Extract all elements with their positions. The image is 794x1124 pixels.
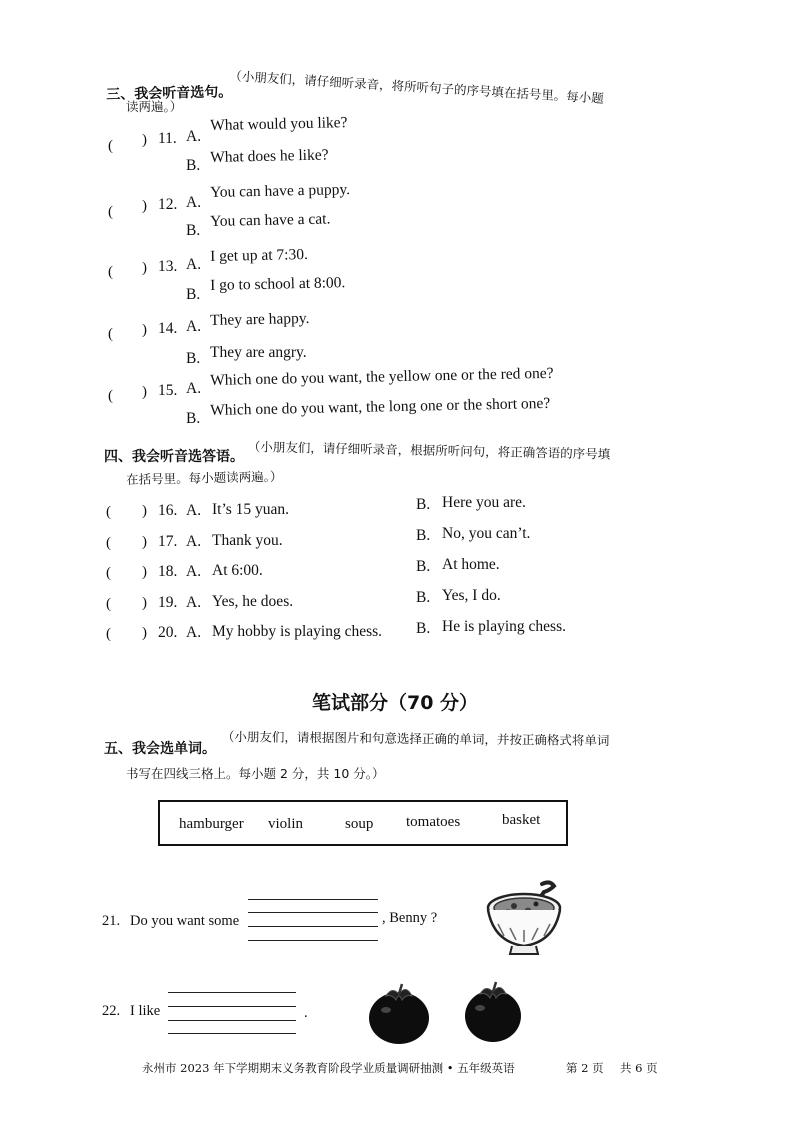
option-a-text: They are happy. [210, 309, 310, 329]
option-a-label: A. [186, 194, 202, 211]
option-b-label: B. [416, 496, 431, 513]
option-a-label: A. [186, 594, 202, 611]
answer-bracket-open: ( [106, 596, 111, 612]
word-bank-item: soup [345, 816, 374, 832]
word-bank-item: violin [268, 816, 304, 832]
option-a-text: What would you like? [210, 114, 348, 134]
answer-bracket-close: ) [142, 534, 147, 550]
answer-bracket-open: ( [106, 535, 111, 551]
option-a-label: A. [186, 380, 202, 397]
word-bank-item: basket [502, 812, 541, 828]
question-number: 11. [158, 130, 177, 147]
sentence-start: Do you want some [130, 913, 240, 929]
answer-bracket-close: ) [142, 625, 147, 641]
option-b-text: He is playing chess. [442, 618, 566, 635]
answer-bracket-close: ) [142, 322, 147, 338]
option-a-text: I get up at 7:30. [210, 245, 309, 265]
question-number: 12. [158, 196, 178, 213]
option-b-label: B. [416, 527, 431, 544]
option-b-label: B. [186, 286, 201, 303]
footer-total-pages: 共 6 页 [620, 1061, 658, 1075]
question-number: 21. [102, 913, 121, 929]
answer-bracket-close: ) [142, 384, 147, 400]
written-part-title: 笔试部分（70 分） [312, 692, 479, 714]
section3-title: 三、我会听音选句。 [106, 84, 233, 103]
question-number: 16. [158, 502, 178, 519]
option-b-text: You can have a cat. [210, 210, 331, 230]
option-b-label: B. [416, 589, 431, 606]
option-b-label: B. [416, 558, 431, 575]
question-number: 14. [158, 320, 178, 337]
word-bank-box [158, 800, 568, 846]
answer-bracket-close: ) [142, 595, 147, 611]
option-a-text: At 6:00. [212, 562, 263, 579]
section3-instructions: （小朋友们，请仔细听录音，将所听句子的序号填在括号里。每小题 [228, 67, 605, 106]
section5-instructions-cont: 书写在四线三格上。每小题 2 分，共 10 分。） [126, 766, 385, 781]
answer-bracket-open: ( [106, 626, 111, 642]
option-a-label: A. [186, 256, 202, 273]
option-b-text: They are angry. [210, 344, 307, 361]
answer-bracket-open: ( [108, 264, 113, 280]
option-b-text: I go to school at 8:00. [210, 274, 346, 294]
section4-instructions-cont: 在括号里。每小题读两遍。） [126, 468, 283, 487]
question-number: 13. [158, 258, 178, 275]
footer-page-number: 第 2 页 [566, 1061, 604, 1075]
option-a-text: Thank you. [212, 532, 283, 549]
option-a-text: Yes, he does. [212, 593, 294, 610]
section5-title: 五、我会选单词。 [104, 741, 216, 757]
answer-bracket-close: ) [142, 198, 147, 214]
option-b-text: Which one do you want, the long one or the short one? [210, 394, 551, 419]
option-a-text: You can have a puppy. [210, 181, 351, 201]
answer-bracket-open: ( [108, 138, 113, 154]
option-a-label: A. [186, 502, 202, 519]
option-b-text: Yes, I do. [442, 587, 501, 604]
answer-bracket-open: ( [106, 504, 111, 520]
option-b-text: At home. [442, 556, 500, 573]
tomato-icon [366, 982, 432, 1046]
question-number: 17. [158, 533, 178, 550]
answer-bracket-open: ( [106, 565, 111, 581]
option-a-label: A. [186, 533, 202, 550]
soup-bowl-icon [484, 880, 570, 960]
answer-bracket-open: ( [108, 388, 113, 404]
answer-bracket-open: ( [108, 204, 113, 220]
answer-bracket-close: ) [142, 260, 147, 276]
option-b-label: B. [186, 350, 201, 367]
sentence-end: , Benny ? [382, 910, 438, 926]
tomato-icon [462, 980, 524, 1044]
option-a-label: A. [186, 624, 202, 641]
option-a-text: My hobby is playing chess. [212, 623, 383, 640]
answer-bracket-close: ) [142, 132, 147, 148]
option-b-label: B. [416, 620, 431, 637]
question-number: 15. [158, 382, 178, 399]
answer-bracket-close: ) [142, 564, 147, 580]
answer-bracket-open: ( [108, 326, 113, 342]
answer-bracket-close: ) [142, 503, 147, 519]
option-b-label: B. [186, 410, 201, 427]
option-b-text: No, you can’t. [442, 525, 531, 542]
option-b-label: B. [186, 157, 201, 174]
footer-exam-info: 永州市 2023 年下学期期末义务教育阶段学业质量调研抽测 • 五年级英语 [142, 1061, 515, 1075]
option-b-text: What does he like? [210, 146, 329, 166]
section3-instructions-cont: 读两遍。） [126, 99, 183, 114]
word-bank-item: tomatoes [406, 814, 461, 830]
option-a-label: A. [186, 563, 202, 580]
question-number: 18. [158, 563, 178, 580]
section4-instructions: （小朋友们，请仔细听录音，根据所听问句，将正确答语的序号填 [247, 438, 611, 462]
option-b-text: Here you are. [442, 494, 526, 511]
option-a-text: Which one do you want, the yellow one or the red one? [210, 364, 554, 389]
word-bank-item: hamburger [179, 816, 244, 832]
option-a-label: A. [186, 128, 202, 145]
sentence-start: I like [130, 1003, 161, 1019]
option-b-label: B. [186, 222, 201, 239]
option-a-text: It’s 15 yuan. [212, 501, 290, 518]
question-number: 20. [158, 624, 178, 641]
question-number: 22. [102, 1003, 121, 1019]
section4-title: 四、我会听音选答语。 [104, 449, 244, 465]
question-number: 19. [158, 594, 178, 611]
option-a-label: A. [186, 318, 202, 335]
sentence-end: . [304, 1005, 308, 1021]
section5-instructions: （小朋友们，请根据图片和句意选择正确的单词，并按正确格式将单词 [221, 728, 610, 749]
